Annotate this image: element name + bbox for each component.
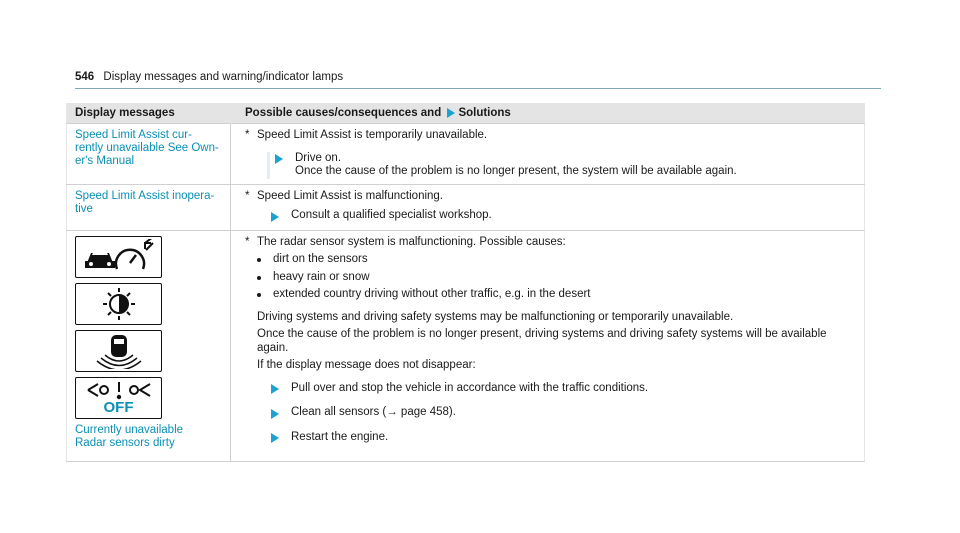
step-text: Once the cause of the problem is no longer present, the system will be available again. (295, 165, 737, 177)
cause-label: Speed Limit Assist is temporarily unavailable. (257, 129, 488, 141)
cause-text (245, 129, 856, 143)
message-line: Currently unavailable (75, 423, 184, 436)
table-row (67, 124, 865, 185)
header-rule (75, 88, 881, 89)
step-bar (267, 152, 270, 179)
paragraph: Driving systems and driving safety systems may be malfunctioning or temporarily unavailable. (257, 310, 734, 323)
cause-label: Speed Limit Assist is malfunctioning. (257, 189, 444, 202)
col-header-solutions (231, 103, 865, 124)
paragraph: Once the cause of the problem is no longer present, driving systems and driving safety systems will be available again. (257, 328, 827, 354)
list-item (245, 271, 856, 285)
message-line: tive (75, 202, 93, 215)
list-item (245, 253, 856, 267)
star-marker: * (245, 129, 250, 141)
arrow-right-icon (271, 384, 279, 394)
action-step (245, 152, 856, 179)
parking-sensor-icon (75, 330, 162, 372)
table-row (67, 184, 865, 230)
col-header-solutions-prefix: Possible causes/consequences and (245, 107, 442, 119)
light-sensor-icon (75, 283, 162, 325)
message-cell (67, 184, 231, 230)
cause-label: The radar sensor system is malfunctioning. Possible causes: (257, 235, 566, 248)
solution-cell (231, 230, 865, 462)
message-line: Speed Limit Assist cur- (75, 129, 192, 141)
star-marker: * (245, 189, 250, 202)
step-text: Clean all sensors (→ page 458). (291, 406, 456, 418)
arrow-right-icon (271, 433, 279, 443)
action-step (245, 431, 856, 447)
speedometer-car-icon (75, 236, 162, 278)
cause-text (245, 190, 856, 204)
message-line: Speed Limit Assist inopera- (75, 189, 215, 202)
table-header-row (67, 103, 865, 124)
driving-assist-off-icon (75, 377, 162, 419)
page-number: 546 (75, 71, 95, 83)
list-item (245, 288, 856, 302)
col-header-solutions-suffix: Solutions (458, 107, 511, 119)
message-cell (67, 124, 231, 185)
action-step (245, 406, 856, 422)
table-row (67, 230, 865, 462)
message-cell (67, 230, 231, 462)
solution-cell (231, 184, 865, 230)
arrow-right-icon (271, 212, 279, 222)
action-step (245, 382, 856, 398)
arrow-right-icon (447, 108, 455, 118)
bullet-text: extended country driving without other traffic, e.g. in the desert (273, 288, 591, 300)
step-text: Restart the engine. (291, 430, 389, 443)
page-title: Display messages and warning/indicator lamps (103, 71, 344, 83)
cause-text (245, 236, 856, 250)
display-messages-table (66, 103, 865, 462)
step-text: Pull over and stop the vehicle in accordance with the traffic conditions. (291, 381, 649, 394)
action-step (245, 209, 856, 225)
message-line: er's Manual (75, 155, 135, 167)
page-header (75, 71, 343, 83)
step-text: Consult a qualified specialist workshop. (291, 209, 492, 221)
solution-cell (231, 124, 865, 185)
message-line: rently unavailable See Own- (75, 142, 219, 154)
bullet-text: heavy rain or snow (273, 270, 370, 283)
bullet-text: dirt on the sensors (273, 253, 368, 265)
star-marker: * (245, 235, 250, 248)
paragraph: If the display message does not disappear: (257, 359, 476, 371)
step-text: Drive on. (295, 151, 342, 164)
arrow-right-icon (275, 154, 283, 164)
arrow-right-icon (271, 409, 279, 419)
off-label: OFF (103, 399, 134, 416)
message-line: Radar sensors dirty (75, 436, 175, 449)
col-header-messages: Display messages (67, 103, 231, 124)
